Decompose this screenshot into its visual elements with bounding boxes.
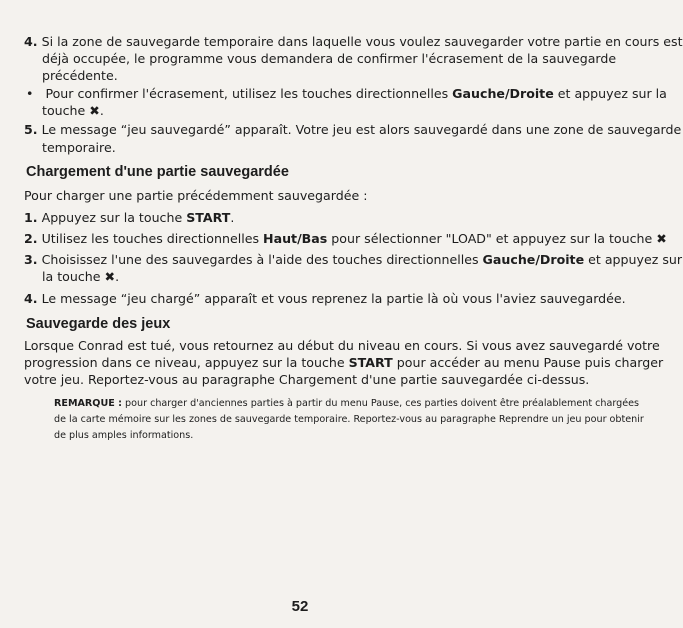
step5-number: 5. [24,122,38,137]
save-text-1: Lorsque Conrad est tué, vous retournez au début du niveau en cours. Si vous avez sauvegardé votre [24,338,660,353]
section-heading-chargement: Chargement d'une partie sauvegardée [26,164,289,180]
gauche-droite-key-label: Gauche/Droite [482,252,585,267]
bullet-line2 [42,102,104,119]
step5-text-2: temporaire. [42,140,116,155]
load-step4 [24,290,626,307]
load-step1-number: 1. [24,210,38,225]
load-step2-text-a: Utilisez les touches directionnelles [41,231,264,246]
start-key-label: START [186,210,231,225]
step4-number: 4. [24,34,38,49]
load-step4-text: Le message “jeu chargé” apparaît et vous reprenez la partie là où vous l'aviez sauvegardée. [41,291,626,306]
load-step4-number: 4. [24,291,38,306]
section-heading-sauvegarde: Sauvegarde des jeux [26,316,171,332]
save-text-2c: pour accéder au menu Pause puis charger [392,355,664,370]
bullet-period: . [99,103,104,118]
remarque-text-3: de plus amples informations. [54,430,194,441]
start-key-label: START [348,355,393,370]
bullet-touche-label: touche [42,103,90,118]
step4-line1 [24,33,683,50]
load-intro: Pour charger une partie précédemment sauvegardée : [24,188,368,203]
load-step3-line2 [42,268,119,285]
step4-text-1: Si la zone de sauvegarde temporaire dans laquelle vous voulez sauvegarder votre partie en cours est [41,34,683,49]
load-step1-text: Appuyez sur la touche [41,210,187,225]
bullet-symbol: • [26,86,34,101]
bullet-line1 [26,85,667,102]
bullet-text-a: Pour confirmer l'écrasement, utilisez les touches directionnelles [45,86,453,101]
load-step2-text-c: pour sélectionner "LOAD" et appuyez sur la touche [327,231,657,246]
cross-button-icon: ✖ [104,269,116,284]
remarque-text-2: de la carte mémoire sur les zones de sauvegarde temporaire. Reportez-vous au paragraphe Reprendre un jeu pour obtenir [54,414,644,425]
step4-text-3: précédente. [42,68,118,83]
cross-button-icon: ✖ [89,103,100,118]
load-step3-line1 [24,251,682,268]
haut-bas-key-label: Haut/Bas [263,231,328,246]
step4-text-2: déjà occupée, le programme vous demandera de confirmer l'écrasement de la sauvegarde [42,51,617,66]
load-step2 [24,230,667,247]
remarque-label: REMARQUE : [54,398,122,409]
save-text-2a: progression dans ce niveau, appuyez sur la touche [24,355,349,370]
step5-line1 [24,121,681,138]
cross-button-icon: ✖ [656,231,667,246]
save-text-3: votre jeu. Reportez-vous au paragraphe Chargement d'une partie sauvegardée ci-dessus. [24,372,590,387]
load-step3-number: 3. [24,252,38,267]
bullet-text-c: et appuyez sur la [553,86,667,101]
load-step1 [24,209,234,226]
step5-text-1: Le message “jeu sauvegardé” apparaît. Votre jeu est alors sauvegardé dans une zone de sauvegarde [41,122,682,137]
page-number: 52 [291,598,309,615]
load-step1-period: . [230,210,235,225]
remarque-text-1: pour charger d'anciennes parties à partir du menu Pause, ces parties doivent être préalablement chargées [121,398,640,409]
bullet-key-gauche-droite: Gauche/Droite [452,86,554,101]
load-step3-period: . [115,269,120,284]
save-line2 [24,354,663,371]
load-step3-text-c: et appuyez sur [584,252,683,267]
load-step3-text-a: Choisissez l'une des sauvegardes à l'aide des touches directionnelles [41,252,483,267]
load-step3-touche: la touche [42,269,105,284]
load-step2-number: 2. [24,231,38,246]
remarque-line1 [54,397,639,410]
